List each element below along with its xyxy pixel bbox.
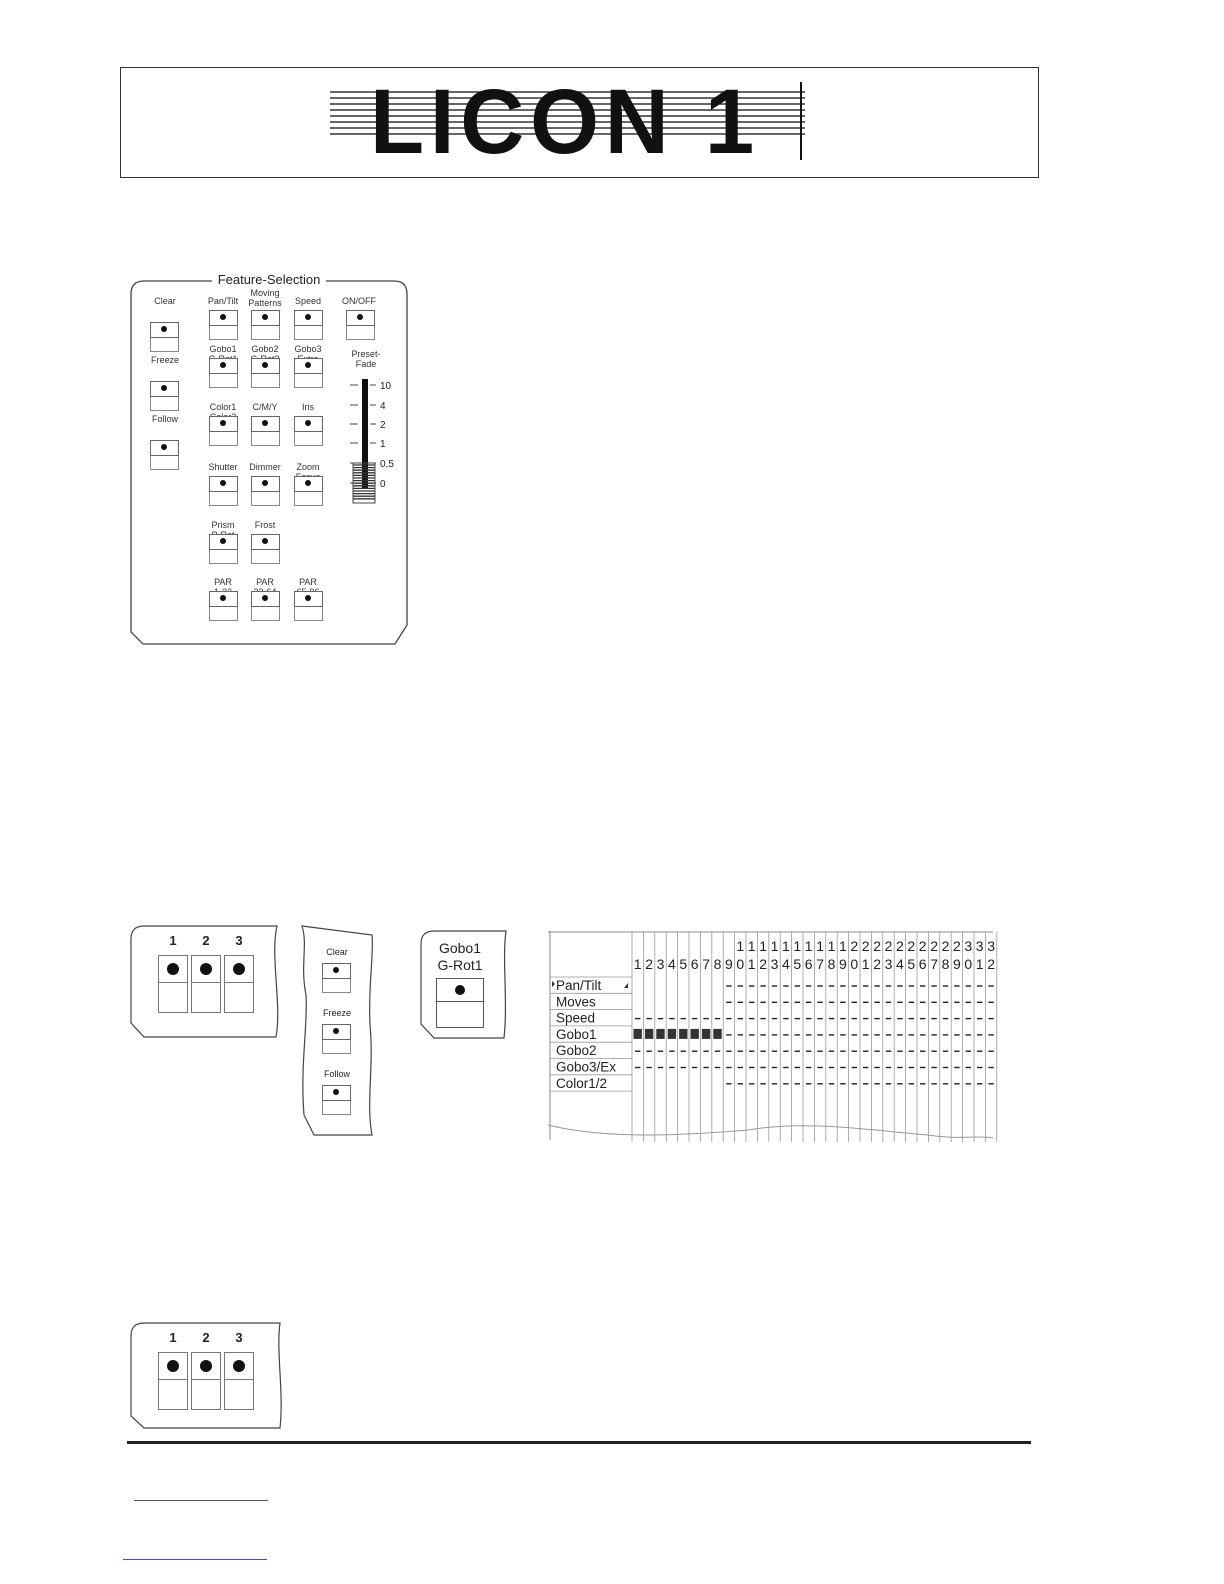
- column-header-tens: 2: [918, 938, 927, 954]
- column-header-units: 5: [679, 956, 688, 972]
- row-label: Gobo2: [556, 1043, 597, 1059]
- cell-active: [668, 1029, 676, 1039]
- label-preset-fade: Preset- Fade: [351, 349, 381, 369]
- gobo1-key[interactable]: [436, 978, 484, 1030]
- cell-active: [679, 1029, 687, 1039]
- key-1[interactable]: [158, 1352, 188, 1410]
- key-freeze[interactable]: [322, 1024, 351, 1054]
- column-header-units: 2: [873, 956, 881, 972]
- led-indicator-icon: [220, 595, 226, 601]
- key-number-label: 2: [202, 933, 210, 948]
- label-onoff: ON/OFF: [342, 296, 376, 306]
- column-header-units: 6: [690, 956, 699, 972]
- feature-table: [548, 930, 993, 1145]
- column-header-units: 2: [645, 956, 653, 972]
- column-header-tens: 2: [930, 938, 938, 954]
- gobo1-key-figure: [420, 930, 508, 1040]
- key-prism-p-rot[interactable]: [209, 534, 238, 564]
- fader-scale-label: 0: [380, 479, 386, 490]
- led-indicator-icon: [167, 963, 179, 975]
- fader-scale-label: 2: [380, 420, 386, 431]
- led-indicator-icon: [357, 314, 363, 320]
- row-label: Moves: [556, 994, 596, 1010]
- key-number-label: 1: [169, 1330, 177, 1345]
- column-header-units: 3: [770, 956, 779, 972]
- key-1[interactable]: [158, 955, 188, 1013]
- label-par-33-64: PAR: [256, 577, 274, 587]
- keys-1-2-3-figure: [130, 925, 280, 1040]
- led-indicator-icon: [220, 314, 226, 320]
- column-header-tens: 1: [747, 938, 756, 954]
- column-header-units: 0: [736, 956, 745, 972]
- column-header-tens: 1: [804, 938, 813, 954]
- led-indicator-icon: [262, 480, 268, 486]
- led-indicator-icon: [262, 538, 268, 544]
- cell-active: [702, 1029, 710, 1039]
- column-header-units: 8: [713, 956, 722, 972]
- column-header-units: 2: [759, 956, 767, 972]
- row-pointer-icon: [552, 981, 555, 987]
- row-label: Speed: [556, 1010, 596, 1026]
- label-freeze: Freeze: [150, 355, 179, 365]
- column-header-units: 8: [941, 956, 950, 972]
- fader-scale-label: 0,5: [380, 459, 394, 470]
- label-pan-tilt: Pan/Tilt: [207, 296, 239, 306]
- led-indicator-icon: [220, 480, 226, 486]
- key-gobo1-g-rot1[interactable]: [209, 358, 238, 388]
- column-header-tens: 1: [759, 938, 767, 954]
- row-label: Color1/2: [556, 1075, 608, 1091]
- column-header-tens: 1: [782, 938, 790, 954]
- cell-active: [713, 1029, 721, 1039]
- fader-scale-label: 10: [380, 381, 392, 392]
- led-indicator-icon: [233, 963, 245, 975]
- key-clear[interactable]: [322, 963, 351, 993]
- led-indicator-icon: [333, 1028, 339, 1034]
- key-iris[interactable]: [294, 416, 323, 446]
- column-header-tens: 1: [839, 938, 847, 954]
- label-iris: Iris: [302, 402, 314, 412]
- led-indicator-icon: [455, 985, 465, 995]
- key-zoom-focus[interactable]: [294, 476, 323, 506]
- column-header-units: 7: [930, 956, 938, 972]
- led-indicator-icon: [305, 362, 311, 368]
- logo-text: LICON 1: [370, 71, 760, 173]
- led-indicator-icon: [200, 963, 212, 975]
- cell-active: [634, 1029, 642, 1039]
- led-indicator-icon: [305, 595, 311, 601]
- label-dimmer: Dimmer: [249, 462, 281, 472]
- led-indicator-icon: [333, 1089, 339, 1095]
- column-header-tens: 2: [953, 938, 961, 954]
- column-header-units: 3: [884, 956, 893, 972]
- key-gobo3-extra[interactable]: [294, 358, 323, 388]
- column-header-units: 4: [782, 956, 790, 972]
- led-indicator-icon: [233, 1360, 245, 1372]
- led-indicator-icon: [167, 1360, 179, 1372]
- column-header-units: 7: [816, 956, 824, 972]
- label-prism-p-rot: Prism: [211, 520, 235, 530]
- column-header-tens: 2: [861, 938, 870, 954]
- key-frost[interactable]: [251, 534, 280, 564]
- led-indicator-icon: [305, 420, 311, 426]
- led-indicator-icon: [262, 420, 268, 426]
- key-c-m-y[interactable]: [251, 416, 280, 446]
- row-label: Gobo3/Ex: [556, 1059, 617, 1075]
- label-follow: Follow: [151, 414, 178, 424]
- column-header-units: 6: [804, 956, 813, 972]
- label-par-65-96: PAR: [299, 577, 317, 587]
- led-indicator-icon: [161, 326, 167, 332]
- key-number-label: 2: [202, 1330, 210, 1345]
- column-header-units: 5: [793, 956, 802, 972]
- key-3[interactable]: [224, 955, 254, 1013]
- led-indicator-icon: [200, 1360, 212, 1372]
- panel-title: Feature-Selection: [212, 272, 326, 287]
- licon-logo: [330, 71, 805, 173]
- key-par-65-96[interactable]: [294, 591, 323, 621]
- column-header-units: 1: [861, 956, 870, 972]
- cell-active: [691, 1029, 699, 1039]
- column-header-units: 7: [702, 956, 710, 972]
- column-header-tens: 2: [907, 938, 916, 954]
- row-label: Pan/Tilt: [556, 978, 602, 993]
- footer-link-underline: [123, 1559, 267, 1560]
- column-header-tens: 3: [975, 938, 984, 954]
- key-follow[interactable]: [150, 440, 179, 470]
- key-number-label: 3: [235, 1330, 243, 1345]
- key-2[interactable]: [191, 1352, 221, 1410]
- label-gobo1-g-rot1: Gobo1: [209, 344, 237, 354]
- column-header-tens: 1: [827, 938, 836, 954]
- cell-active: [645, 1029, 653, 1039]
- key-par-33-64[interactable]: [251, 591, 280, 621]
- led-indicator-icon: [220, 362, 226, 368]
- led-indicator-icon: [305, 480, 311, 486]
- fader-scale-label: 4: [380, 401, 386, 412]
- led-indicator-icon: [262, 595, 268, 601]
- column-header-tens: 2: [884, 938, 893, 954]
- footnote-rule: [134, 1500, 268, 1501]
- keys-1-2-3-figure-bottom: [130, 1322, 285, 1430]
- label-color1-color2: Color1: [209, 402, 237, 412]
- label-frost: Frost: [254, 520, 276, 530]
- column-header-tens: 1: [816, 938, 824, 954]
- key-speed[interactable]: [294, 310, 323, 340]
- column-header-units: 4: [896, 956, 904, 972]
- led-indicator-icon: [262, 362, 268, 368]
- label-freeze: Freeze: [322, 1008, 351, 1018]
- cell-active: [656, 1029, 664, 1039]
- led-indicator-icon: [161, 385, 167, 391]
- column-header-units: 8: [827, 956, 836, 972]
- led-indicator-icon: [262, 314, 268, 320]
- label-clear: Clear: [154, 296, 176, 306]
- column-header-units: 2: [987, 956, 995, 972]
- led-indicator-icon: [305, 314, 311, 320]
- column-header-units: 9: [839, 956, 847, 972]
- column-header-units: 1: [747, 956, 756, 972]
- led-indicator-icon: [220, 420, 226, 426]
- label-zoom-focus: Zoom: [296, 462, 320, 472]
- label-clear: Clear: [326, 947, 348, 957]
- label-shutter: Shutter: [208, 462, 238, 472]
- key-onoff[interactable]: [346, 310, 375, 340]
- label-c-m-y: C/M/Y: [252, 402, 278, 412]
- column-header-units: 9: [953, 956, 961, 972]
- column-header-tens: 2: [941, 938, 950, 954]
- label-par-1-32: PAR: [214, 577, 232, 587]
- sort-indicator-icon: [624, 983, 628, 988]
- key-3[interactable]: [224, 1352, 254, 1410]
- key-shutter[interactable]: [209, 476, 238, 506]
- column-header-tens: 3: [987, 938, 995, 954]
- column-header-tens: 2: [896, 938, 904, 954]
- column-header-tens: 2: [850, 938, 859, 954]
- key-2[interactable]: [191, 955, 221, 1013]
- label-moving-patterns: Moving Patterns: [248, 288, 282, 308]
- column-header-units: 4: [668, 956, 676, 972]
- label-gobo3-extra: Gobo3: [294, 344, 322, 354]
- clear-freeze-follow-figure: [300, 925, 375, 1137]
- key-moving-patterns[interactable]: [251, 310, 280, 340]
- led-indicator-icon: [333, 967, 339, 973]
- key-gobo2-g-rot2[interactable]: [251, 358, 280, 388]
- label-speed: Speed: [294, 296, 322, 306]
- column-header-units: 9: [725, 956, 733, 972]
- led-indicator-icon: [220, 538, 226, 544]
- column-header-tens: 1: [770, 938, 779, 954]
- led-indicator-icon: [161, 444, 167, 450]
- fader-scale-label: 1: [380, 439, 386, 450]
- column-header-units: 1: [633, 956, 642, 972]
- preset-fade-fader[interactable]: [345, 377, 415, 517]
- key-number-label: 3: [235, 933, 243, 948]
- row-label: Gobo1: [556, 1026, 597, 1042]
- key-dimmer[interactable]: [251, 476, 280, 506]
- label-gobo2-g-rot2: Gobo2: [251, 344, 279, 354]
- column-header-units: 3: [656, 956, 665, 972]
- gobo1-label: Gobo1 G-Rot1: [437, 940, 483, 973]
- key-follow[interactable]: [322, 1085, 351, 1115]
- key-freeze[interactable]: [150, 381, 179, 411]
- column-header-tens: 1: [736, 938, 745, 954]
- label-follow: Follow: [323, 1069, 350, 1079]
- key-par-1-32[interactable]: [209, 591, 238, 621]
- key-number-label: 1: [169, 933, 177, 948]
- column-header-units: 0: [850, 956, 859, 972]
- feature-selection-panel: [130, 272, 408, 645]
- key-color1-color2[interactable]: [209, 416, 238, 446]
- column-header-tens: 2: [873, 938, 881, 954]
- column-header-units: 0: [964, 956, 973, 972]
- column-header-units: 5: [907, 956, 916, 972]
- column-header-units: 6: [918, 956, 927, 972]
- column-header-tens: 3: [964, 938, 973, 954]
- column-header-tens: 1: [793, 938, 802, 954]
- column-header-units: 1: [975, 956, 984, 972]
- footer-rule: [127, 1441, 1031, 1444]
- key-pan-tilt[interactable]: [209, 310, 238, 340]
- key-clear[interactable]: [150, 322, 179, 352]
